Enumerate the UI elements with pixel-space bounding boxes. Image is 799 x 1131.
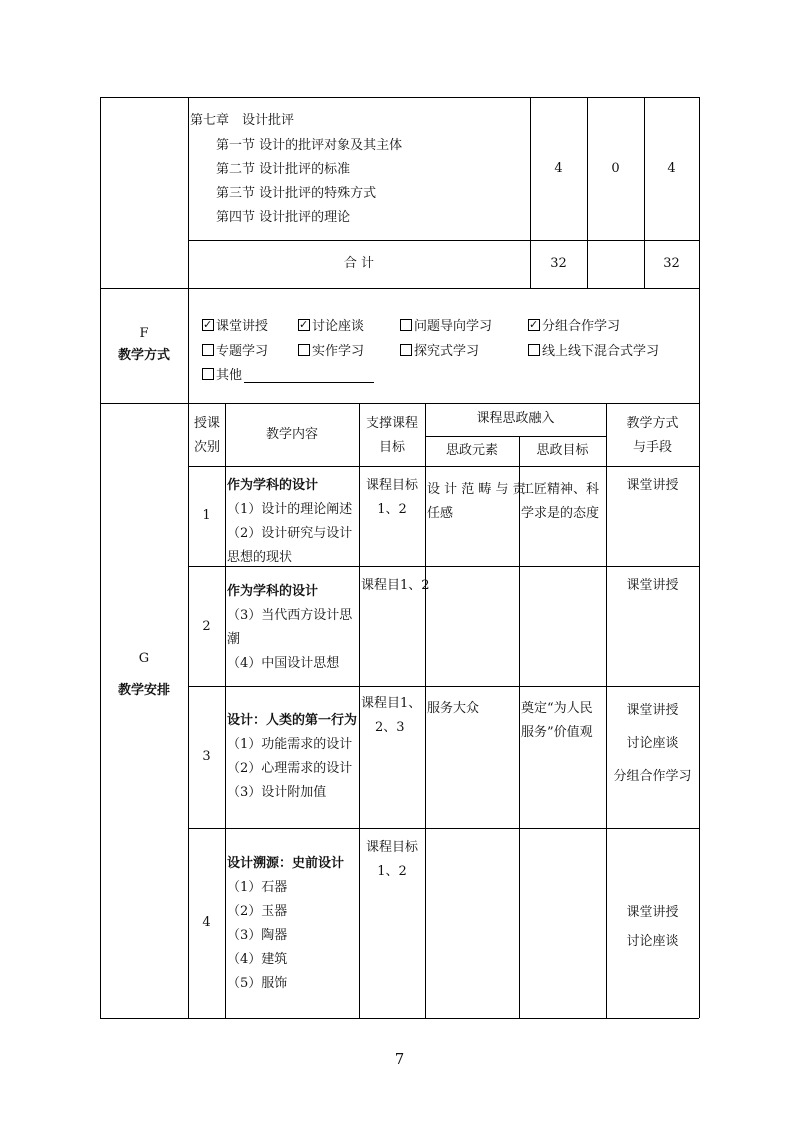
section-g-letter: G — [138, 651, 150, 666]
method-option[interactable]: 线上线下混合式学习 — [528, 343, 659, 361]
total-hours-3: 32 — [663, 256, 680, 271]
chapter-hours-3: 4 — [667, 161, 676, 176]
table-left-border — [100, 97, 101, 1018]
page-number: 7 — [394, 1050, 405, 1068]
session-number: 1 — [202, 508, 211, 523]
method-cell: 课堂讲授 — [626, 478, 679, 493]
divider — [188, 686, 699, 687]
goal-cell: 课程目标 1、2 — [365, 840, 418, 879]
checkbox-icon[interactable] — [202, 368, 214, 380]
checkbox-icon[interactable] — [202, 344, 214, 356]
session-number: 3 — [202, 749, 211, 764]
section-g-label: 教学安排 — [117, 683, 170, 698]
goal-cell: 课程目标 1、2 — [365, 478, 418, 517]
table-bottom-border — [100, 1018, 699, 1019]
method-option[interactable]: ✓ 分组合作学习 — [528, 318, 620, 336]
method-cell: 课堂讲授 讨论座谈 — [626, 905, 679, 949]
header-ideology: 课程思政融入 — [476, 411, 555, 426]
method-option[interactable]: ✓ 讨论座谈 — [298, 318, 364, 336]
checkbox-checked-icon[interactable] — [202, 319, 214, 331]
total-label: 合 计 — [343, 256, 375, 271]
chapter-section: 第四节 设计批评的理论 — [216, 210, 351, 225]
ideo-goal-cell: 工匠精神、科 学求是的态度 — [521, 482, 600, 521]
elements-cell: 服务大众 — [427, 701, 480, 716]
goal-cell: 课程目1、2 — [361, 578, 430, 593]
table-right-border — [699, 97, 700, 1018]
checkbox-icon[interactable] — [298, 344, 310, 356]
header-content: 教学内容 — [265, 427, 318, 442]
content-cell: 设计溯源：史前设计 （1）石器 （2）玉器 （3）陶器 （4）建筑 （5）服饰 — [227, 856, 345, 991]
chapter-hours-2: 0 — [611, 161, 620, 176]
content-cell: 作为学科的设计 （1）设计的理论阐述 （2）设计研究与设计 思想的现状 — [227, 478, 353, 565]
chapter-title: 第七章 设计批评 — [190, 113, 295, 128]
checkbox-icon[interactable] — [528, 344, 540, 356]
header-session: 授课 次别 — [194, 416, 221, 455]
header-elements: 思政元素 — [445, 443, 498, 458]
section-f-letter: F — [139, 326, 149, 341]
chapter-section: 第三节 设计批评的特殊方式 — [216, 186, 377, 201]
chapter-section: 第二节 设计批评的标准 — [216, 162, 351, 177]
content-cell: 作为学科的设计 （3）当代西方设计思 潮 （4）中国设计思想 — [227, 584, 353, 671]
divider — [188, 828, 699, 829]
method-option[interactable]: 探究式学习 — [400, 343, 479, 361]
method-option[interactable]: 实作学习 — [298, 343, 364, 361]
section-f-label: 教学方式 — [117, 348, 170, 363]
goal-cell: 课程目1、 2、3 — [361, 696, 422, 735]
other-fill-line[interactable] — [244, 382, 374, 383]
method-cell: 课堂讲授 — [626, 578, 679, 593]
divider — [587, 97, 588, 288]
divider — [188, 240, 699, 241]
checkbox-icon[interactable] — [400, 344, 412, 356]
chapter-hours-1: 4 — [554, 161, 563, 176]
divider — [425, 403, 426, 1018]
method-option[interactable]: 问题导向学习 — [400, 318, 492, 336]
checkbox-checked-icon[interactable] — [528, 319, 540, 331]
divider — [225, 403, 226, 1018]
header-goal: 支撑课程 目标 — [365, 416, 418, 455]
header-ideo-goal: 思政目标 — [536, 443, 589, 458]
divider — [425, 436, 606, 437]
session-number: 2 — [202, 619, 211, 634]
method-cell: 课堂讲授 讨论座谈 分组合作学习 — [613, 703, 692, 784]
divider — [100, 403, 699, 404]
total-hours-1: 32 — [550, 256, 567, 271]
session-number: 4 — [202, 915, 211, 930]
header-method: 教学方式 与手段 — [626, 416, 679, 455]
divider — [188, 97, 189, 1018]
table-top-border — [100, 97, 699, 98]
checkbox-icon[interactable] — [400, 319, 412, 331]
method-option[interactable]: ✓课堂讲授 — [202, 318, 268, 336]
divider — [188, 466, 699, 467]
divider — [100, 288, 699, 289]
checkbox-checked-icon[interactable] — [298, 319, 310, 331]
chapter-section: 第一节 设计的批评对象及其主体 — [216, 138, 403, 153]
content-cell: 设计：人类的第一行为 （1）功能需求的设计 （2）心理需求的设计 （3）设计附加值 — [227, 713, 358, 800]
method-option-other[interactable]: 其他 — [202, 367, 242, 385]
method-option[interactable]: 专题学习 — [202, 343, 268, 361]
ideo-goal-cell: 奠定“为人民 服务”价值观 — [521, 701, 593, 740]
elements-cell: 设 计 范 畴 与 责 任感 — [427, 482, 526, 521]
